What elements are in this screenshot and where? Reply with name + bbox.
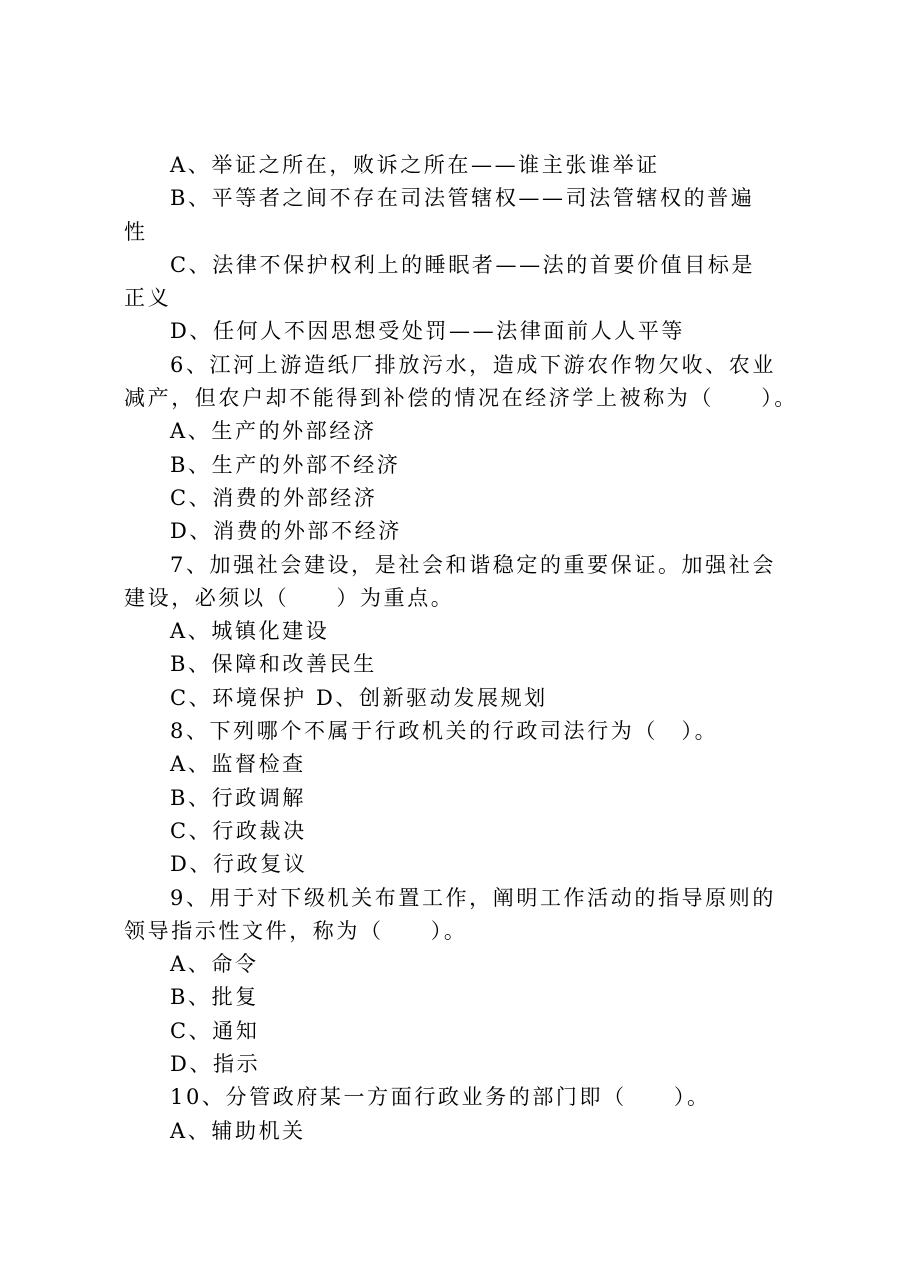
question-text: 6、江河上游造纸厂排放污水，造成下游农作物欠收、农业 — [170, 352, 776, 377]
text-line: 性 — [124, 219, 148, 244]
option-line: C、消费的外部经济 — [170, 485, 378, 510]
text-line: C、法律不保护权利上的睡眠者——法的首要价值目标是 — [170, 252, 756, 277]
question-text: 7、加强社会建设，是社会和谐稳定的重要保证。加强社会 — [170, 552, 776, 577]
option-line: D、指示 — [170, 1052, 261, 1077]
question-text: 10、分管政府某一方面行政业务的部门即（ ）。 — [170, 1085, 711, 1110]
question-text: 减产，但农户却不能得到补偿的情况在经济学上被称为（ ）。 — [124, 386, 798, 411]
option-line: B、生产的外部不经济 — [170, 452, 401, 477]
option-line: A、生产的外部经济 — [170, 419, 377, 444]
option-line: A、命令 — [170, 952, 259, 977]
question-text: 建设，必须以（ ）为重点。 — [124, 585, 455, 610]
option-line: C、通知 — [170, 1018, 260, 1043]
option-line: D、行政复议 — [170, 852, 308, 877]
option-line: A、监督检查 — [170, 752, 306, 777]
question-text: 9、用于对下级机关布置工作，阐明工作活动的指导原则的 — [170, 885, 776, 910]
option-line: B、批复 — [170, 985, 259, 1010]
option-line: C、行政裁决 — [170, 818, 307, 843]
option-line: B、保障和改善民生 — [170, 652, 377, 677]
text-line: B、平等者之间不存在司法管辖权——司法管辖权的普遍 — [170, 186, 755, 211]
text-line: A、举证之所在，败诉之所在——谁主张谁举证 — [170, 153, 660, 177]
option-line: A、城镇化建设 — [170, 619, 330, 644]
text-line: D、任何人不因思想受处罚——法律面前人人平等 — [170, 319, 686, 344]
option-line: A、辅助机关 — [170, 1118, 306, 1143]
option-line: B、行政调解 — [170, 785, 307, 810]
document-body — [124, 149, 796, 1148]
text-line: 正义 — [124, 286, 172, 311]
option-line: D、消费的外部不经济 — [170, 519, 402, 544]
question-text: 8、下列哪个不属于行政机关的行政司法行为（ ）。 — [170, 719, 719, 744]
option-line: C、环境保护 D、创新驱动发展规划 — [170, 685, 548, 710]
question-text: 领导指示性文件，称为（ ）。 — [124, 918, 468, 943]
